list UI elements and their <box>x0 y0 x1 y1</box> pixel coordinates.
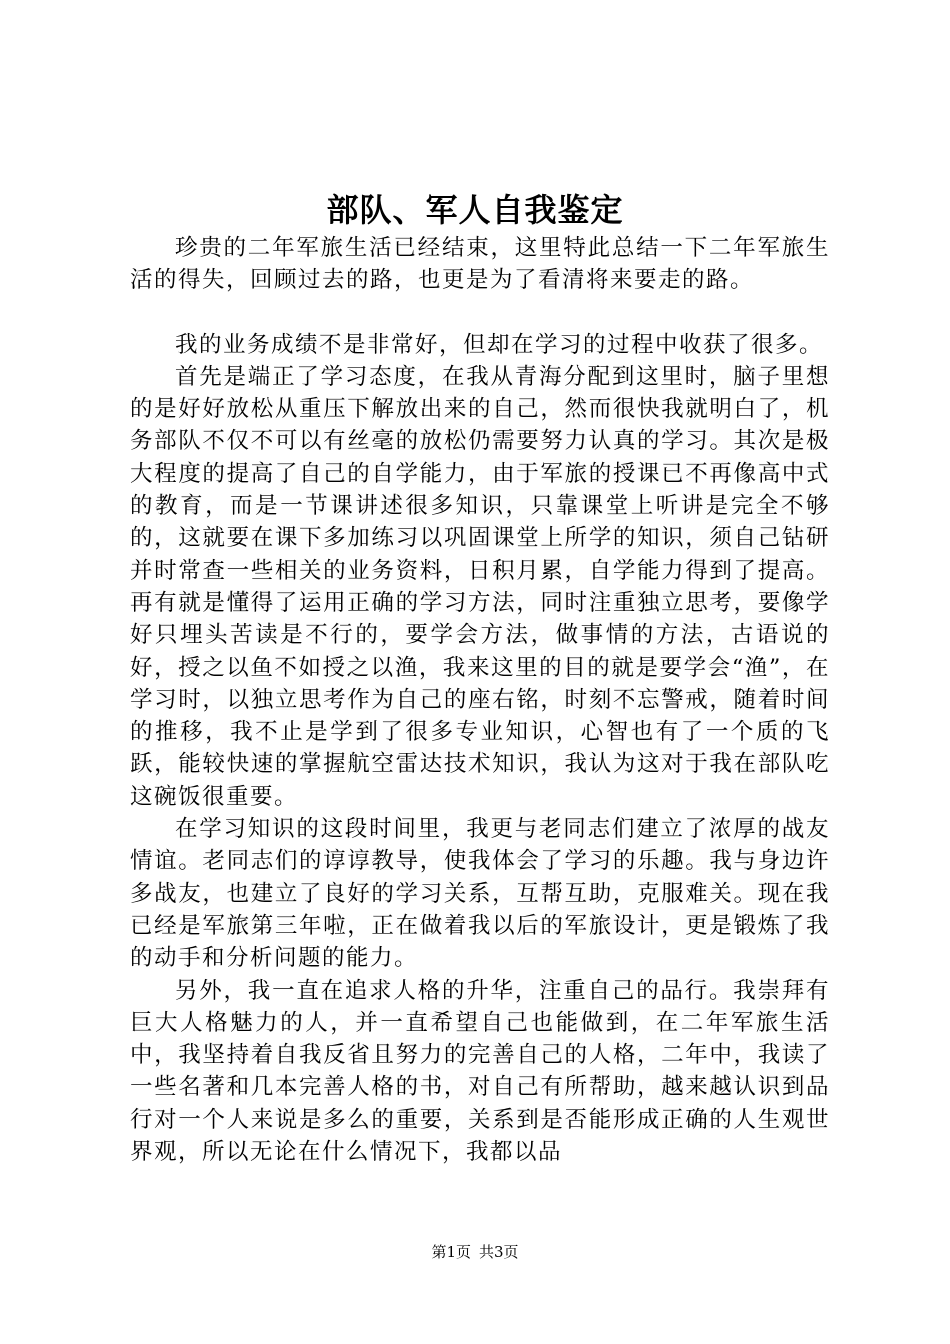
document-title: 部队、军人自我鉴定 <box>326 191 624 229</box>
paragraph-comrades: 在学习知识的这段时间里，我更与老同志们建立了浓厚的战友情谊。老同志们的谆谆教导，使我体会了学习的乐趣。我与身边许多战友，也建立了良好的学习关系，互帮互助，克服难关。现在我已经是军旅第三年啦，正在做着我以后的军旅设计，更是锻炼了我的动手和分析问题的能力。 <box>130 816 830 972</box>
page-footer <box>0 1242 950 1262</box>
document-body <box>130 232 830 1168</box>
paragraph-character: 另外，我一直在追求人格的升华，注重自己的品行。我崇拜有巨大人格魅力的人，并一直希望自己也能做到，在二年军旅生活中，我坚持着自我反省且努力的完善自己的人格，二年中，我读了一些名著和几本完善人格的书，对自己有所帮助，越来越认识到品行对一个人来说是多么的重要，关系到是否能形成正确的人生观世界观，所以无论在什么情况下，我都以品 <box>130 977 830 1166</box>
page-number: 第1页 <box>431 1243 471 1261</box>
paragraph-intro: 珍贵的二年军旅生活已经结束，这里特此总结一下二年军旅生活的得失，回顾过去的路，也更是为了看清将来要走的路。 <box>130 235 830 294</box>
page-total: 共3页 <box>479 1243 519 1261</box>
paragraph-study-results: 我的业务成绩不是非常好，但却在学习的过程中收获了很多。 <box>175 331 824 358</box>
paragraph-study-attitude: 首先是端正了学习态度，在我从青海分配到这里时，脑子里想的是好好放松从重压下解放出来的自己，然而很快我就明白了，机务部队不仅不可以有丝毫的放松仍需要努力认真的学习。其次是极大程度的提高了自己的自学能力，由于军旅的授课已不再像高中式的教育，而是一节课讲述很多知识，只靠课堂上听讲是完全不够的，这就要在课下多加练习以巩固课堂上所学的知识，须自己钻研并时常查一些相关的业务资料，日积月累，自学能力得到了提高。再有就是懂得了运用正确的学习方法，同时注重独立思考，要像学好只埋头苦读是不行的，要学会方法，做事情的方法，古语说的好，授之以鱼不如授之以渔，我来这里的目的就是要学会“渔”，在学习时，以独立思考作为自己的座右铭，时刻不忘警戒，随着时间的推移，我不止是学到了很多专业知识，心智也有了一个质的飞跃，能较快速的掌握航空雷达技术知识，我认为这对于我在部队吃这碗饭很重要。 <box>130 363 830 810</box>
